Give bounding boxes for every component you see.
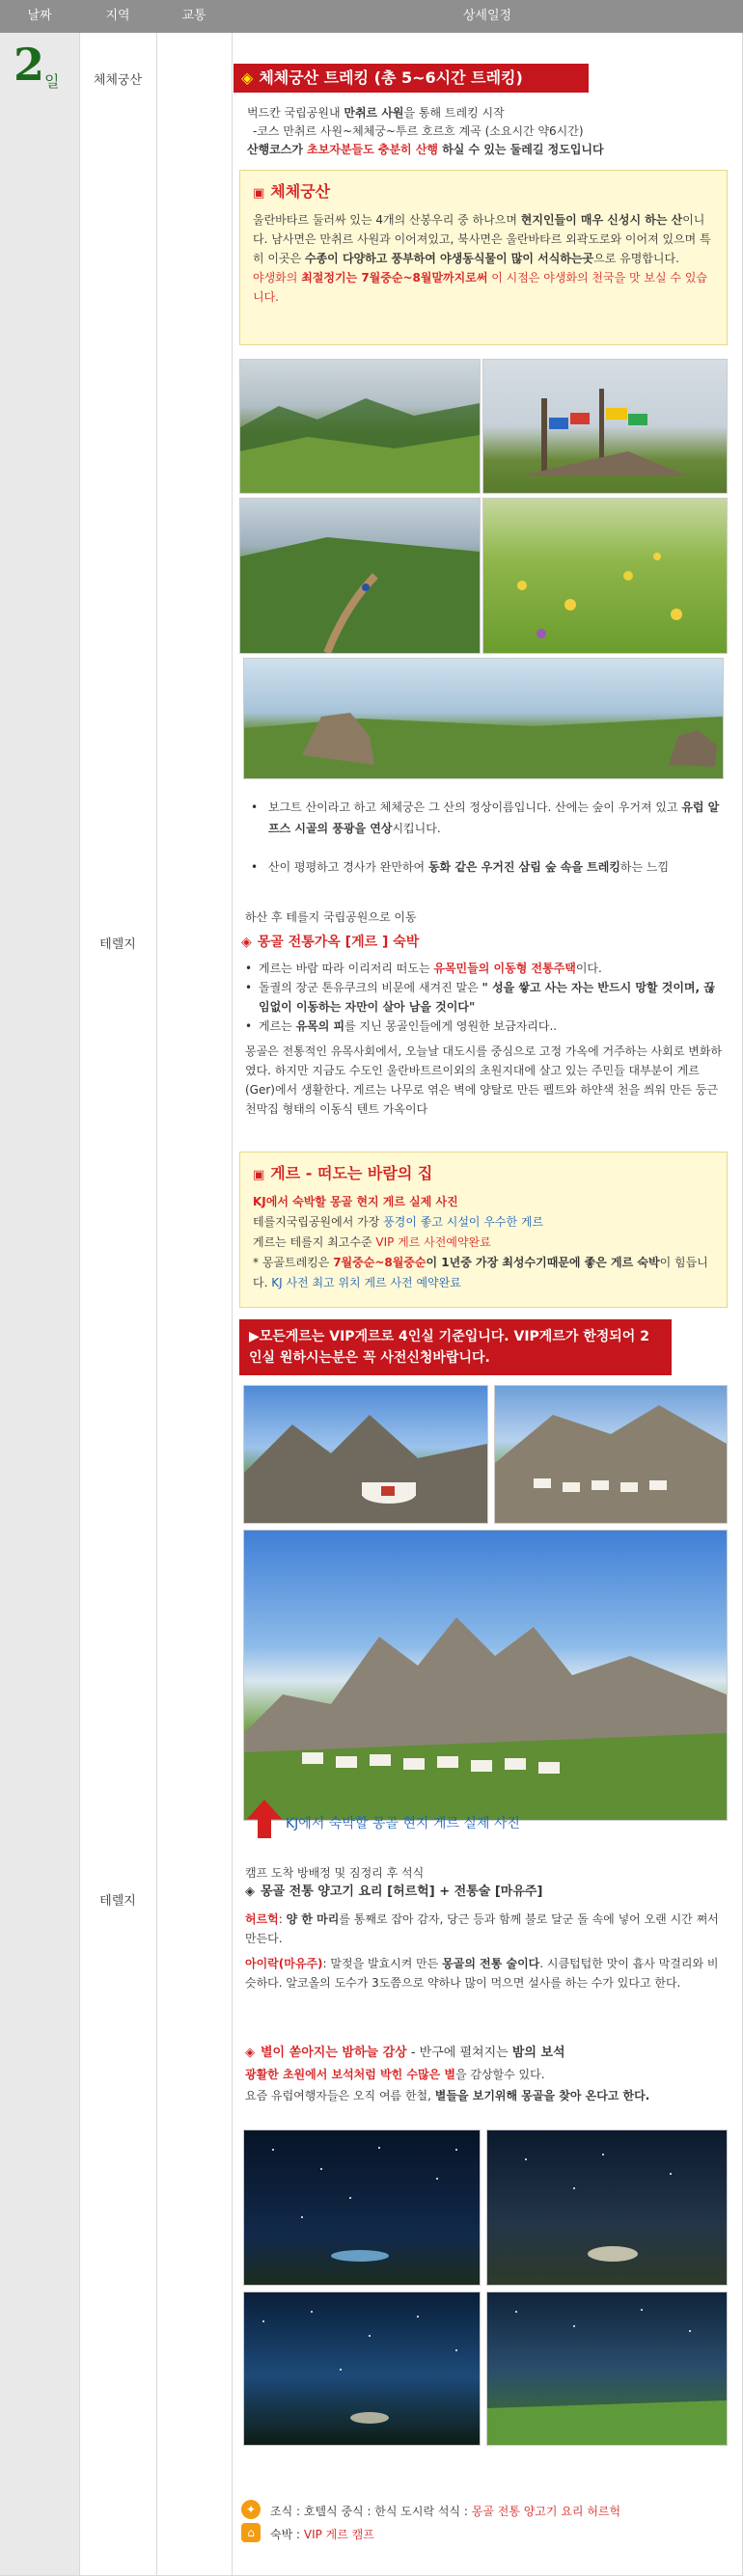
text: 돌궐의 장군 톤유쿠크의 비문에 새겨진 말은 bbox=[259, 981, 482, 994]
photo-art bbox=[244, 1386, 487, 1523]
text: 게르는 bbox=[259, 1019, 296, 1033]
text: 산이 평평하고 경사가 완만하여 bbox=[268, 860, 428, 874]
text: " 성을 쌓고 사는 자는 반드시 망할 것이며, 끊임없이 이동하는 자만이 살아 남을 것이다" bbox=[259, 981, 715, 1014]
text: 현지인들이 매우 신성시 하는 산 bbox=[520, 213, 683, 227]
trek-banner-text: 체체궁산 트레킹 (총 5~6시간 트레킹) bbox=[259, 68, 523, 87]
photo-art bbox=[244, 1531, 727, 1820]
text: 별들을 보기위해 몽골을 찾아 온다고 한다. bbox=[434, 2089, 650, 2102]
text: 울란바타르 둘러싸 있는 4개의 산봉우리 중 하나으며 bbox=[253, 213, 521, 227]
text: 체체궁산 bbox=[270, 182, 331, 201]
text: 유목민들의 이동형 전통주택 bbox=[433, 962, 576, 975]
bullet-icon: • bbox=[251, 860, 259, 874]
text: 으로 유명합니다. bbox=[593, 252, 679, 265]
bullet-icon: • bbox=[245, 962, 253, 975]
photo-art bbox=[487, 2292, 727, 2445]
text: VIP 게르 사전예약완료 bbox=[375, 1235, 491, 1249]
text: : 말젖을 발효시켜 만든 bbox=[322, 1957, 443, 1970]
column-divider bbox=[232, 33, 233, 2576]
list-item bbox=[245, 959, 724, 978]
meals-line bbox=[270, 2500, 724, 2523]
text: 허르헉 bbox=[245, 1912, 279, 1926]
text: 밤의 보석 bbox=[511, 2046, 565, 2060]
table-header bbox=[0, 0, 743, 33]
stay-line bbox=[270, 2523, 724, 2546]
ger-paragraph: 몽골은 전통적인 유목사회에서, 오늘날 대도시를 중심으로 고정 가옥에 거주하는 사회로 변화하였다. 하지만 지금도 수도인 울란바트르이외의 초원지대에 살고 있는 주민들 대부분이 게르(Ger)에서 생활한다. 게르는 나무로 엮은 벽에 양탈로 만든 펠트와 하얀색 천을 씌워 만든 둥근 천막집 형태의 이동식 텐트 가옥이다 bbox=[245, 1044, 723, 1116]
region-label: 테렐지 bbox=[99, 1894, 136, 1909]
text: KJ 사전 최고 위치 게르 사전 예약완료 bbox=[271, 1276, 461, 1289]
photo-art bbox=[240, 499, 480, 653]
text: 하는 느낌 bbox=[619, 860, 670, 874]
photo-night-sky-4 bbox=[486, 2291, 728, 2446]
text: 야생화의 bbox=[253, 271, 302, 285]
header-transport: 교통 bbox=[181, 9, 206, 23]
text: 몽골 전통 양고기 요리 허르헉 bbox=[471, 2505, 621, 2518]
text: 유목의 피 bbox=[295, 1019, 345, 1033]
box2-line bbox=[253, 1253, 718, 1293]
text: - 반구에 펼쳐지는 bbox=[406, 2046, 512, 2060]
text: 테를지국립공원에서 가장 bbox=[253, 1215, 384, 1229]
text: 이 1년중 가장 최성수기때문에 bbox=[426, 1256, 585, 1269]
stars-section bbox=[245, 2043, 724, 2106]
text: 유럽 알프스 시골의 풍광을 연상 bbox=[268, 800, 720, 835]
photo-night-sky-1 bbox=[243, 2129, 481, 2286]
vip-banner: ▶모든게르는 VIP게르로 4인실 기준입니다. VIP게르가 한정되어 2인실 원하시는분은 꼭 사전신청바랍니다. bbox=[239, 1319, 672, 1375]
text: 게르는 바람 따라 이리저리 떠도는 bbox=[259, 962, 434, 975]
move-text: 하산 후 테를지 국립공원으로 이동 bbox=[245, 910, 417, 924]
bullet-icon: • bbox=[245, 981, 253, 994]
text: 풍경이 좋고 시설이 우수한 게르 bbox=[383, 1215, 544, 1229]
photo-ger-camp-large bbox=[243, 1530, 728, 1821]
text: 를 지닌 몽골인들에게 영원한 보금자리다.. bbox=[344, 1019, 558, 1033]
photo-ger-camp-1 bbox=[243, 1385, 488, 1524]
text: 수종이 다양하고 풍부하여 야생동식물이 많이 서식하는곳 bbox=[305, 252, 594, 265]
text: 보그트 산이라고 하고 체체궁은 그 산의 정상이름입니다. 산에는 숲이 우거져 있고 bbox=[268, 800, 682, 814]
text: : bbox=[278, 1912, 287, 1926]
text: 좋은 게르 숙박 bbox=[584, 1256, 660, 1269]
text: 게르 - 떠도는 바람의 집 bbox=[270, 1164, 433, 1182]
box1-body bbox=[253, 210, 718, 307]
photo-art bbox=[244, 2292, 480, 2445]
airag-desc bbox=[245, 1954, 724, 1993]
text: 조식 : 호텔식 중식 : 한식 도시락 석식 : bbox=[270, 2505, 472, 2518]
bullet-icon: • bbox=[245, 1019, 253, 1033]
photo-art bbox=[244, 659, 723, 778]
column-divider bbox=[79, 33, 80, 2576]
diamond-icon: ◈ bbox=[241, 935, 252, 950]
header-detail: 상세일정 bbox=[462, 9, 512, 23]
text: VIP 게르 캠프 bbox=[303, 2528, 374, 2541]
photo-prayer-flags bbox=[482, 359, 728, 494]
text: 최절정기는 7월중순~8월말까지로써 bbox=[301, 271, 488, 285]
photo-wildflowers bbox=[482, 498, 728, 654]
text: 양 한 마리 bbox=[286, 1912, 340, 1926]
region-label: 체체궁산 bbox=[93, 73, 143, 88]
bed-icon: ⌂ bbox=[241, 2523, 261, 2542]
photo-mountain-valley bbox=[239, 359, 481, 494]
text: 몽골의 전통 술이다 bbox=[442, 1957, 540, 1970]
day-unit: 일 bbox=[44, 72, 60, 91]
photo-rock-landscape bbox=[243, 658, 724, 779]
column-divider bbox=[156, 33, 157, 2576]
khorkhog-desc bbox=[245, 1910, 724, 1948]
text: 7월중순~8월중순 bbox=[333, 1256, 427, 1269]
list-item bbox=[245, 1017, 724, 1036]
diamond-icon: ◈ bbox=[245, 1885, 255, 1899]
meal-icon: ✦ bbox=[241, 2500, 261, 2519]
header-region: 지역 bbox=[105, 9, 130, 23]
photo-ger-camp-2 bbox=[494, 1385, 728, 1524]
box2-line bbox=[253, 1233, 718, 1253]
trek-line-2: -코스 만취르 사원~체체궁~투르 호르흐 계곡 (소요시간 약6시간) bbox=[253, 124, 584, 138]
text: 초보자분들도 충분히 산행 bbox=[307, 143, 439, 156]
dinner-line: 캠프 도착 방배정 및 짐정리 후 석식 bbox=[245, 1866, 425, 1880]
photo-night-sky-3 bbox=[243, 2291, 481, 2446]
diamond-icon: ◈ bbox=[245, 2046, 255, 2060]
box-title bbox=[253, 1161, 432, 1183]
bullet-icon: • bbox=[251, 800, 259, 814]
text: 요즘 유럽여행자들은 오직 여름 한철, bbox=[245, 2089, 435, 2102]
text: 이니다. 남사면은 만취르 사원과 이어져있고, 북사면은 울란바타르 외곽도로와 이어져 있으며 특히 이곳은 bbox=[253, 213, 711, 265]
trek-banner bbox=[234, 64, 589, 93]
box2-line: KJ에서 숙박할 몽골 현지 게르 실제 사진 bbox=[253, 1195, 458, 1208]
text: 를 통째로 잡아 감자, 당근 등과 함께 불로 달군 돌 속에 넣어 오랜 시간 쪄서 만든다. bbox=[245, 1912, 719, 1945]
trek-line-3 bbox=[247, 141, 729, 159]
dinner-section bbox=[245, 1863, 724, 1993]
text: 아이락(마유주) bbox=[245, 1957, 323, 1970]
photo-art bbox=[483, 499, 727, 653]
text: 을 감상할수 있다. bbox=[454, 2068, 545, 2081]
square-icon: ▣ bbox=[253, 186, 265, 201]
dinner-line bbox=[245, 1883, 724, 1902]
day-cell bbox=[0, 33, 79, 2576]
box-title bbox=[253, 179, 330, 202]
text: 숙박 : bbox=[270, 2528, 304, 2541]
text: 동화 같은 우거진 삼림 숲 속을 트레킹 bbox=[427, 860, 620, 874]
text: 벅드칸 국립공원내 bbox=[247, 106, 344, 120]
photo-hiking-trail bbox=[239, 498, 481, 654]
ger-section-title bbox=[241, 932, 419, 951]
text: . 시큼텁텁한 맛이 흡사 막걸리와 비슷하다. 알코올의 도수가 3도쯤으로 약하나 많이 먹으면 설사를 하는 수가 있다고 한다. bbox=[245, 1957, 719, 1990]
text: 산행코스가 bbox=[247, 143, 308, 156]
text: 만취르 사원 bbox=[344, 106, 404, 120]
trek-info bbox=[247, 104, 729, 159]
region-label: 테렐지 bbox=[99, 937, 136, 952]
text: 이 시점은 야생화의 천국을 맛 보실 수 있습니다. bbox=[253, 271, 708, 304]
text: 몽골 전통 양고기 요리 [허르헉] + 전통술 [마유주] bbox=[261, 1885, 543, 1899]
list-item bbox=[245, 978, 724, 1017]
list-item bbox=[247, 797, 720, 839]
text: 광활한 초원에서 보석처럼 박힌 수많은 별 bbox=[245, 2068, 455, 2081]
photo-art bbox=[240, 360, 480, 493]
stars-line bbox=[245, 2085, 724, 2106]
photo-art bbox=[244, 2130, 480, 2285]
box2-body bbox=[253, 1192, 718, 1293]
photo-art bbox=[487, 2130, 727, 2285]
text: 하실 수 있는 둘레길 정도입니다 bbox=[438, 143, 604, 156]
text: * 몽골트레킹은 bbox=[253, 1256, 334, 1269]
photo-caption: KJ에서 숙박할 몽골 현지 게르 실제 사진 bbox=[286, 1816, 520, 1831]
text: 게르는 테를지 최고수준 bbox=[253, 1235, 376, 1249]
text: 별이 쏟아지는 밤하늘 감상 bbox=[261, 2046, 407, 2060]
stars-line bbox=[245, 2064, 724, 2085]
ger-section-body bbox=[245, 959, 724, 1119]
text: 시킵니다. bbox=[392, 822, 441, 835]
text: 이 힘듭니다. bbox=[253, 1256, 708, 1289]
photo-art bbox=[483, 360, 727, 493]
square-icon: ▣ bbox=[253, 1168, 265, 1182]
day-number: 2 bbox=[14, 39, 45, 91]
header-date: 날짜 bbox=[27, 9, 52, 23]
arrow-up-icon bbox=[247, 1800, 282, 1838]
text: 을 통해 트레킹 시작 bbox=[403, 106, 505, 120]
photo-night-sky-2 bbox=[486, 2129, 728, 2286]
diamond-icon: ◈ bbox=[241, 68, 254, 87]
photo-art bbox=[495, 1386, 727, 1523]
bullet-list bbox=[247, 797, 720, 878]
box2-line bbox=[253, 1212, 718, 1233]
list-item bbox=[247, 856, 720, 878]
trek-line-1 bbox=[247, 104, 729, 122]
meals-info bbox=[270, 2500, 724, 2546]
text: 이다. bbox=[575, 962, 602, 975]
text: 몽골 전통가옥 [게르 ] 숙박 bbox=[257, 935, 420, 950]
stars-title bbox=[245, 2043, 724, 2064]
